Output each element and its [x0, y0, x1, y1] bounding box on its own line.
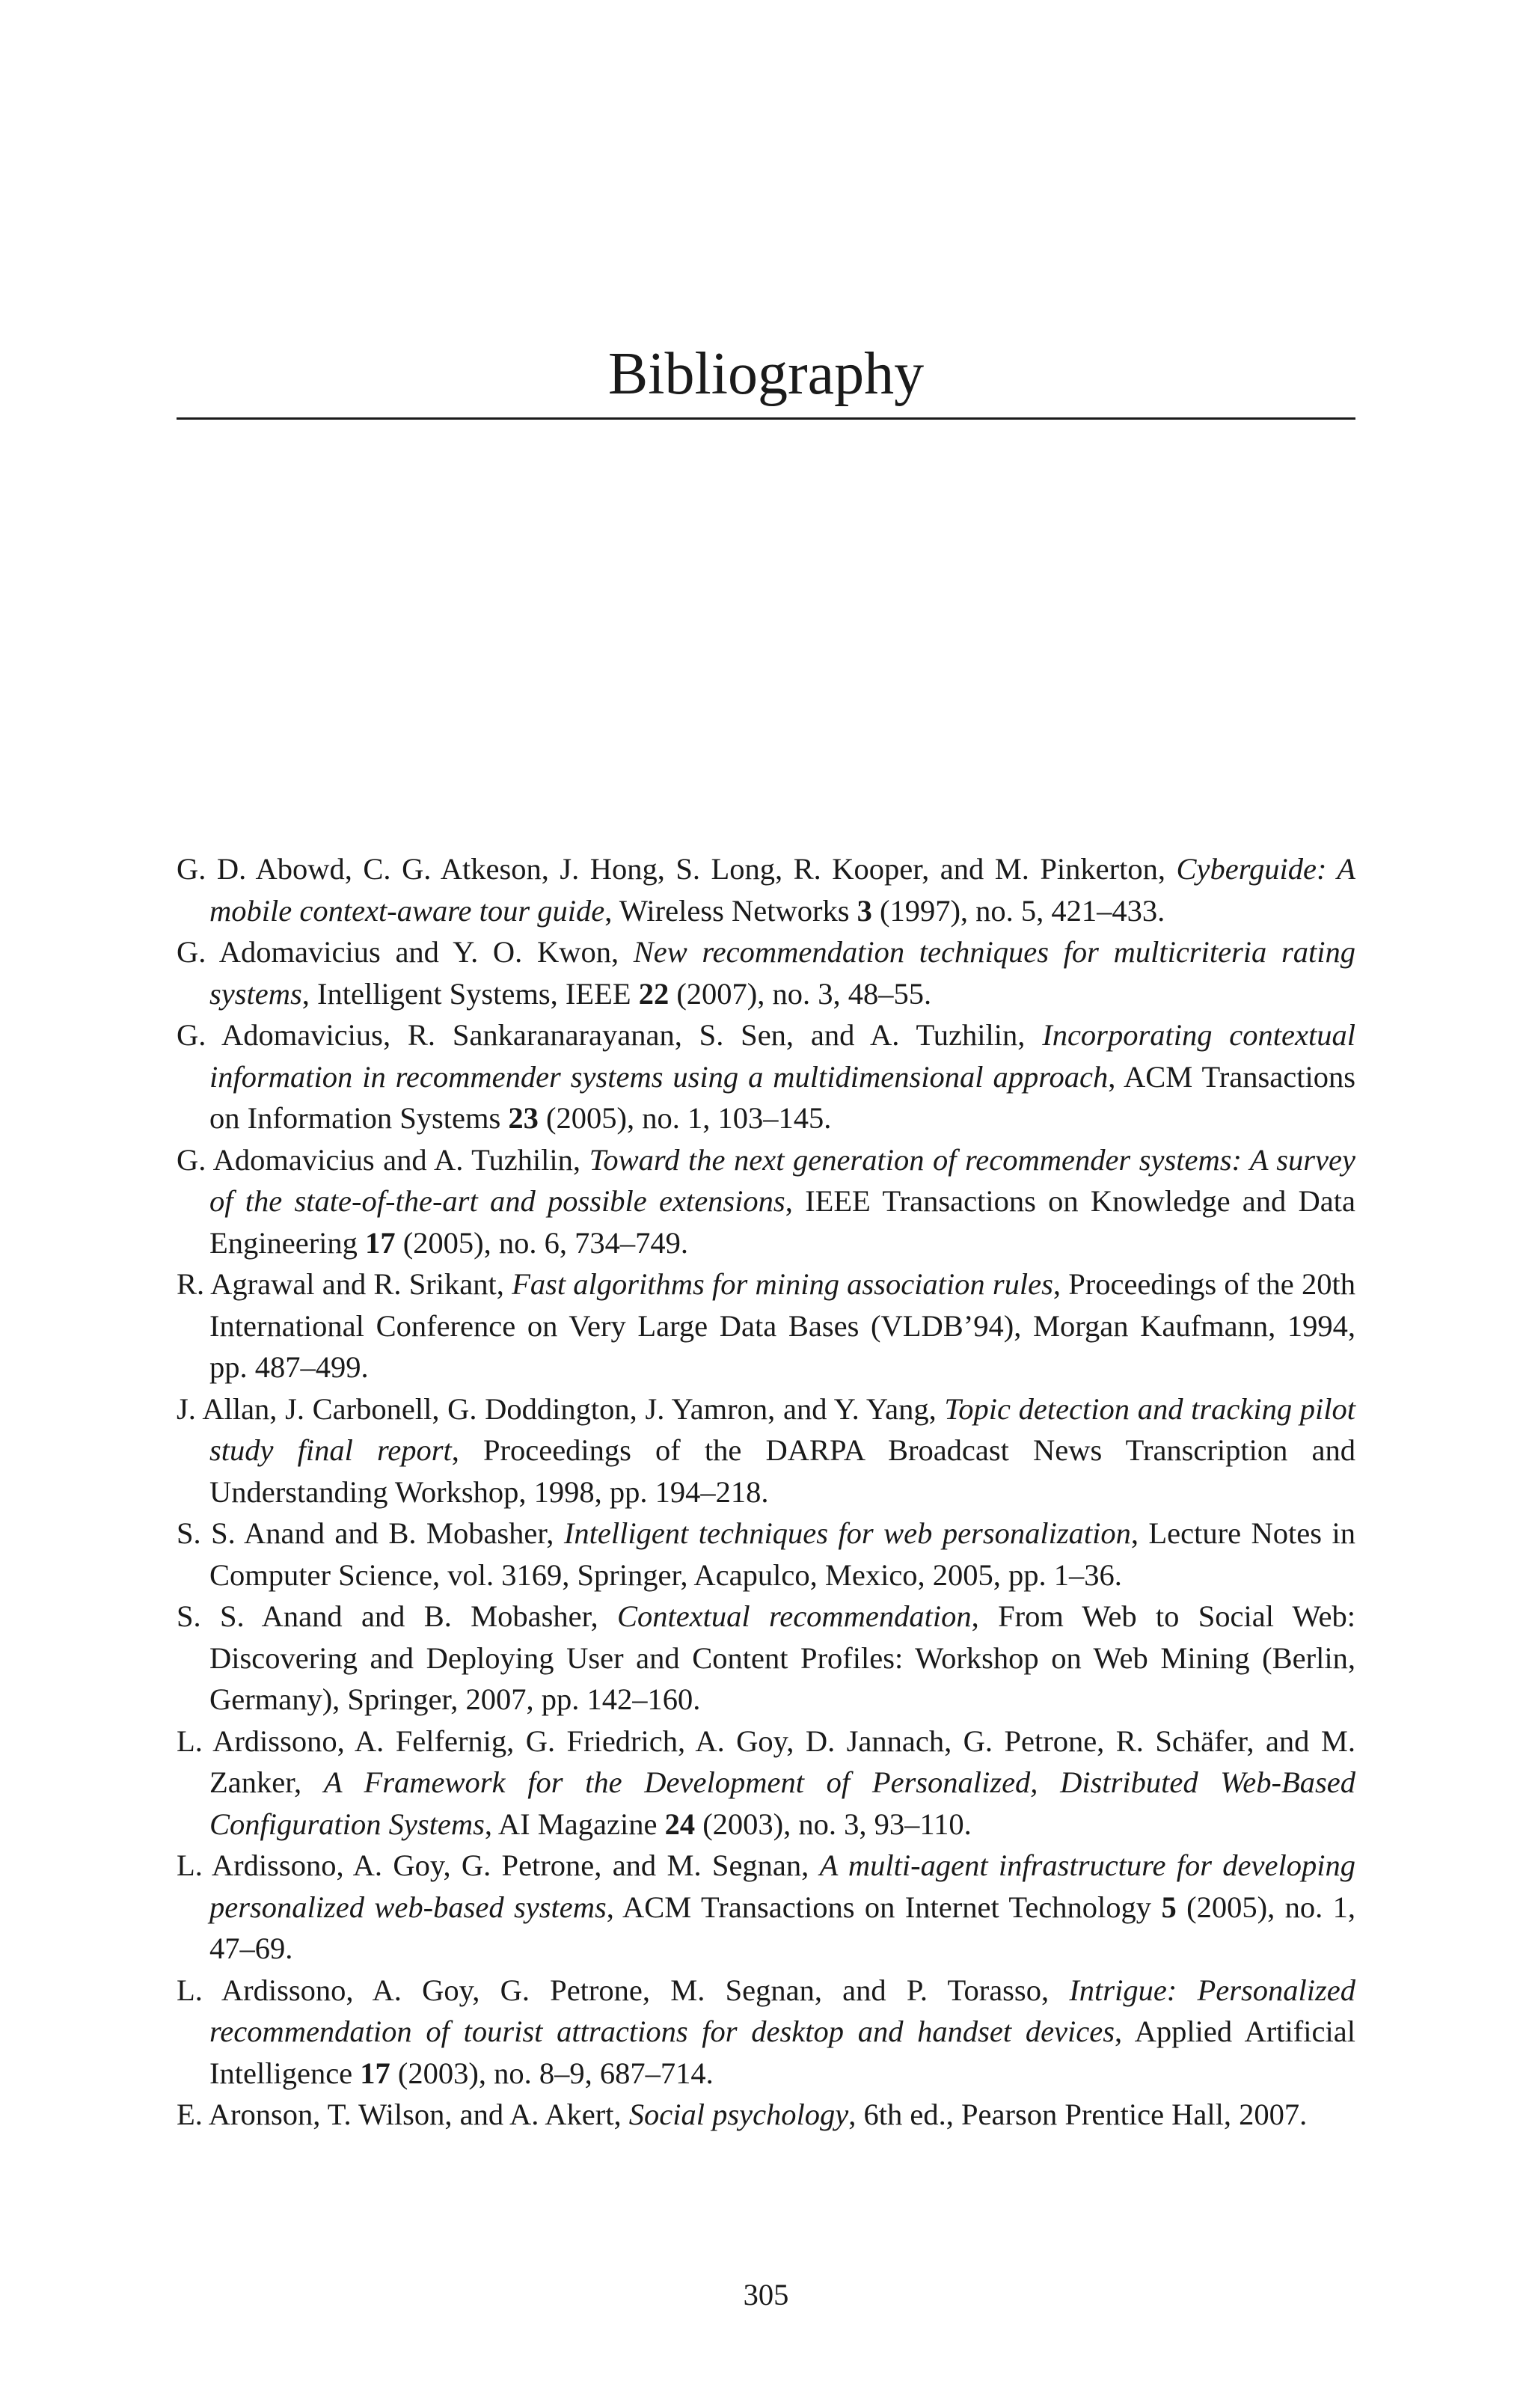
bibliography-entry [177, 1014, 1355, 1139]
entry-venue: , Lecture Notes in Computer Science, vol. 3169, Springer, Acapulco, Mexico, 2005, pp. 1–36. [209, 1516, 1355, 1592]
entry-details: (2003), no. 8–9, 687–714. [390, 2056, 714, 2090]
entry-title: Incorporating contextual information in recommender systems using a multidimensional approach [209, 1018, 1355, 1094]
entry-venue: , Intelligent Systems, IEEE [301, 976, 639, 1011]
entry-title: Fast algorithms for mining association rules [512, 1267, 1053, 1301]
bibliography-entry [177, 1596, 1355, 1721]
page-title: Bibliography [607, 341, 925, 407]
bibliography-list [177, 848, 1355, 2136]
bibliography-entry [177, 1845, 1355, 1970]
entry-title: Toward the next generation of recommender systems: A survey of the state-of-the-art and possible extensions [209, 1142, 1356, 1218]
entry-title: Intelligent techniques for web personalization [563, 1516, 1131, 1550]
entry-venue: , Wireless Networks [604, 893, 857, 928]
entry-authors: G. Adomavicius and Y. O. Kwon, [177, 935, 634, 969]
entry-authors: J. Allan, J. Carbonell, G. Doddington, J. Yamron, and Y. Yang, [177, 1391, 945, 1426]
page-number: 305 [743, 2278, 789, 2312]
bibliography-entry [177, 1263, 1355, 1388]
entry-authors: G. Adomavicius and A. Tuzhilin, [177, 1142, 589, 1177]
entry-authors: R. Agrawal and R. Srikant, [177, 1267, 512, 1301]
entry-title: A multi-agent infrastructure for developing personalized web-based systems [209, 1848, 1355, 1924]
entry-volume: 3 [857, 893, 872, 928]
entry-authors: S. S. Anand and B. Mobasher, [177, 1599, 617, 1633]
entry-details: (1997), no. 5, 421–433. [871, 893, 1165, 928]
entry-title: New recommendation techniques for multicriteria rating systems [209, 935, 1355, 1011]
entry-venue: , From Web to Social Web: Discovering and Deploying User and Content Profiles: Workshop on Web Mining (Berlin, Germany), Springer, 2007, pp. 142–160. [209, 1599, 1355, 1716]
entry-authors: L. Ardissono, A. Goy, G. Petrone, and M. Segnan, [177, 1848, 820, 1882]
entry-volume: 24 [664, 1807, 696, 1841]
entry-details: (2005), no. 1, 103–145. [538, 1101, 832, 1135]
title-rule [177, 417, 1355, 420]
entry-title: Intrigue: Personalized recommendation of tourist attractions for desktop and handset devices [209, 1973, 1355, 2048]
entry-volume: 5 [1161, 1890, 1177, 1924]
entry-details: (2007), no. 3, 48–55. [669, 976, 932, 1011]
entry-venue: , AI Magazine [484, 1807, 665, 1841]
entry-title: Cyberguide: A mobile context-aware tour guide [209, 852, 1356, 928]
entry-authors: L. Ardissono, A. Felfernig, G. Friedrich, A. Goy, D. Jannach, G. Petrone, R. Schäfer, and M. Zanker, [177, 1724, 1355, 1799]
bibliography-entry [177, 1513, 1355, 1596]
entry-volume: 17 [365, 1225, 396, 1260]
entry-volume: 17 [360, 2056, 390, 2090]
bibliography-entry [177, 1139, 1355, 1264]
bibliography-entry [177, 848, 1355, 931]
entry-venue: , Proceedings of the 20th International Conference on Very Large Data Bases (VLDB’94), Morgan Kaufmann, 1994, pp. 487–499. [209, 1267, 1355, 1384]
entry-authors: S. S. Anand and B. Mobasher, [177, 1516, 564, 1550]
entry-venue: , 6th ed., Pearson Prentice Hall, 2007. [848, 2098, 1308, 2131]
entry-title: A Framework for the Development of Personalized, Distributed Web-Based Configuration Systems [209, 1765, 1355, 1841]
entry-venue: , IEEE Transactions on Knowledge and Data Engineering [209, 1184, 1356, 1260]
entry-authors: G. Adomavicius, R. Sankaranarayanan, S. Sen, and A. Tuzhilin, [177, 1018, 1043, 1052]
entry-authors: L. Ardissono, A. Goy, G. Petrone, M. Segnan, and P. Torasso, [177, 1973, 1070, 2007]
entry-venue: , ACM Transactions on Internet Technology [606, 1890, 1162, 1924]
entry-venue: , ACM Transactions on Information Systems [209, 1059, 1356, 1135]
entry-title: Topic detection and tracking pilot study final report [209, 1391, 1355, 1467]
entry-details: (2005), no. 6, 734–749. [395, 1225, 689, 1260]
entry-venue: , Applied Artificial Intelligence [209, 2015, 1355, 2090]
entry-title: Social psychology [628, 2098, 849, 2131]
entry-authors: G. D. Abowd, C. G. Atkeson, J. Hong, S. Long, R. Kooper, and M. Pinkerton, [177, 852, 1177, 886]
bibliography-entry [177, 1388, 1355, 1513]
entry-details: (2005), no. 1, 47–69. [209, 1890, 1356, 1965]
bibliography-entry [177, 1721, 1355, 1845]
entry-details: (2003), no. 3, 93–110. [695, 1807, 972, 1841]
bibliography-entry [177, 2094, 1355, 2136]
bibliography-entry [177, 931, 1355, 1014]
entry-volume: 23 [508, 1101, 539, 1135]
entry-title: Contextual recommendation [616, 1599, 972, 1633]
entry-volume: 22 [638, 976, 670, 1011]
entry-authors: E. Aronson, T. Wilson, and A. Akert, [177, 2098, 629, 2131]
entry-venue: , Proceedings of the DARPA Broadcast News Transcription and Understanding Workshop, 1998, pp. 194–218. [209, 1433, 1355, 1509]
bibliography-entry [177, 1970, 1355, 2095]
